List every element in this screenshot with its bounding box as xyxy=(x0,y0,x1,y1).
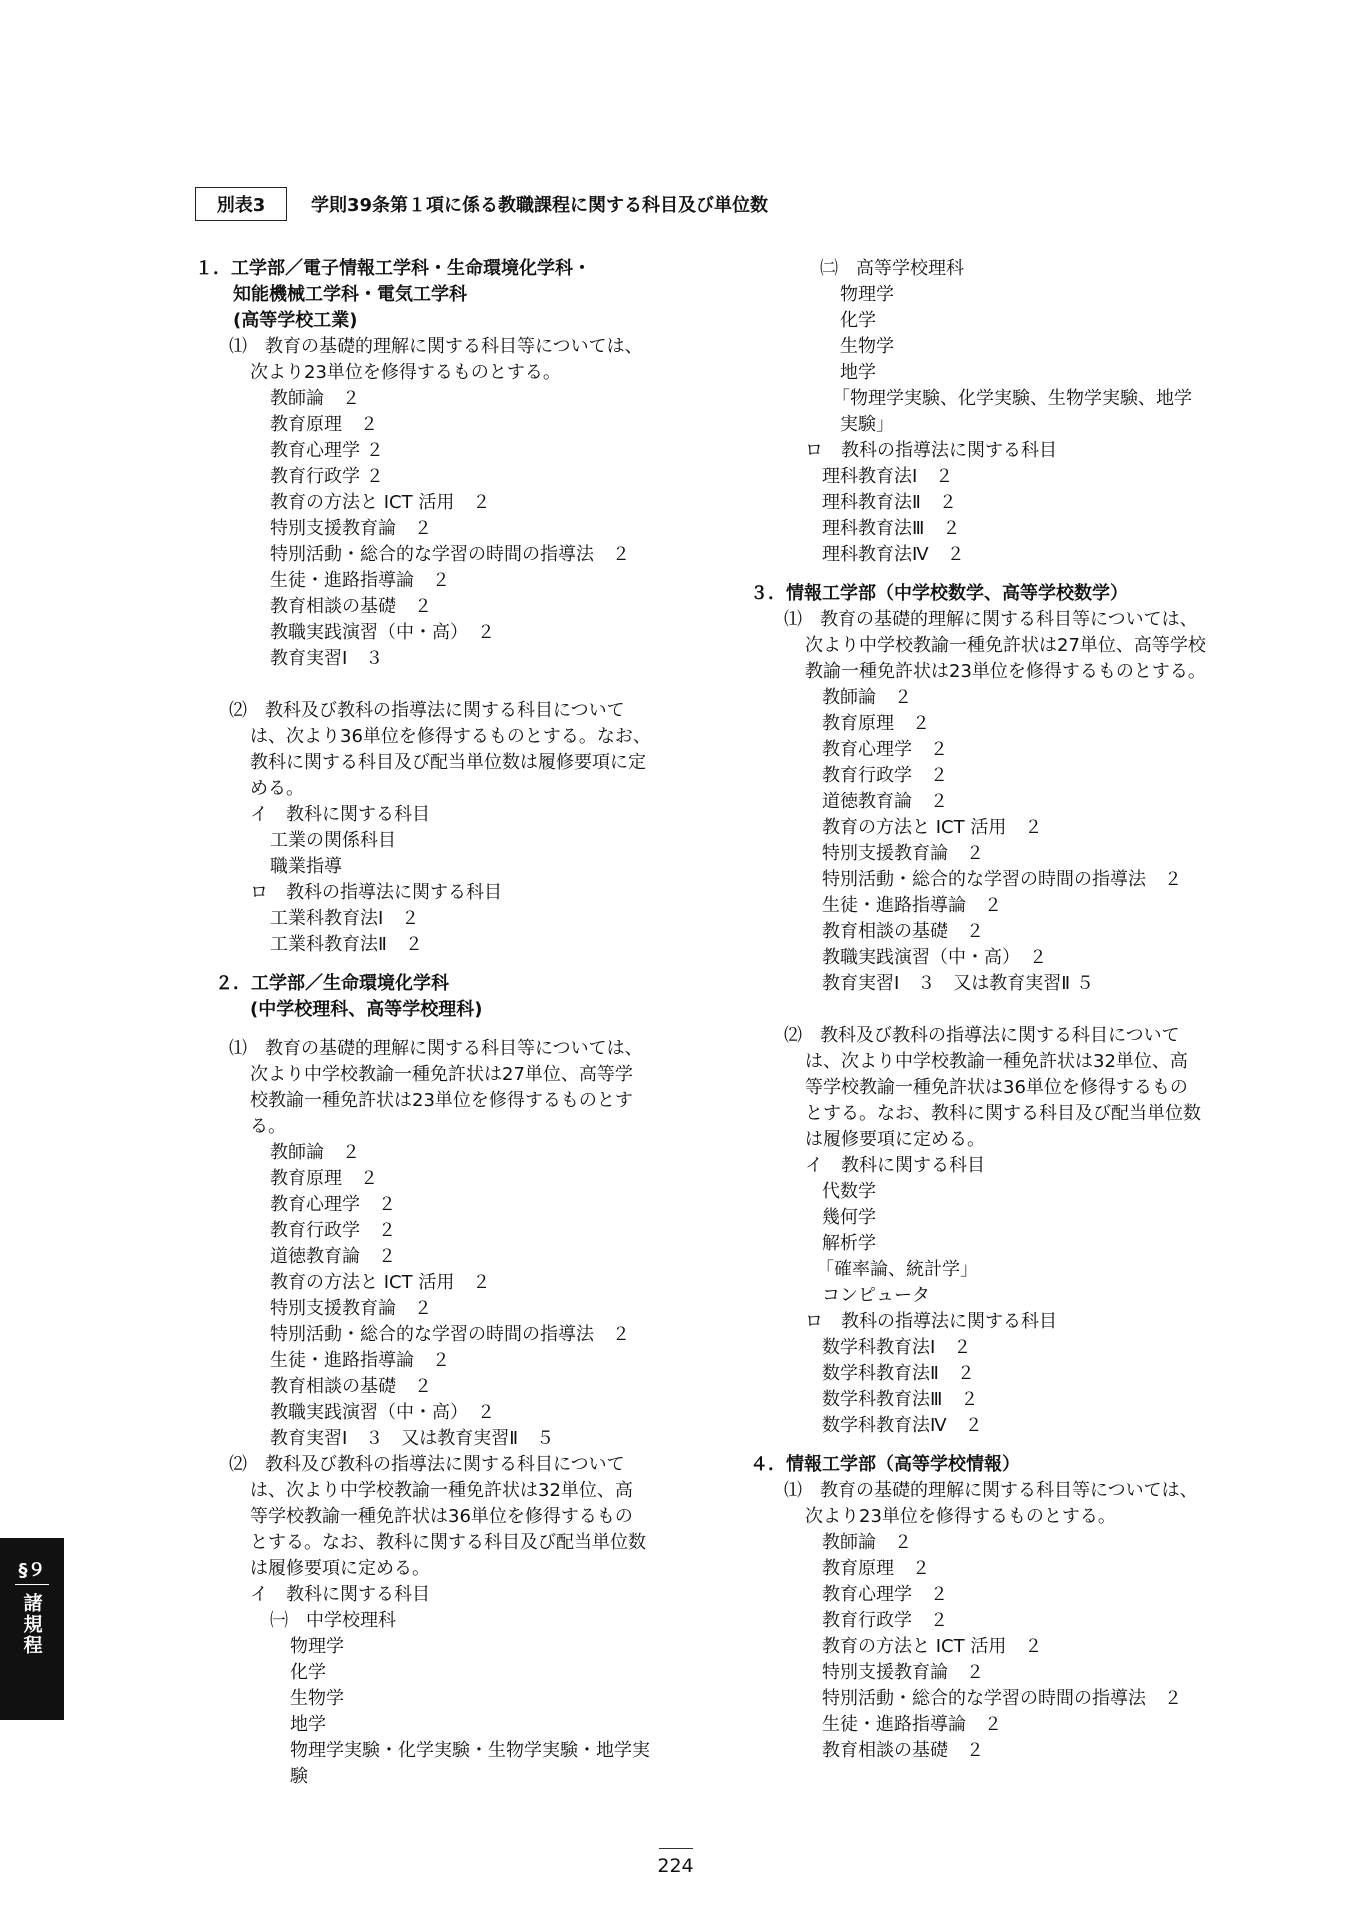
text-line: 実験」 xyxy=(840,414,894,435)
text-line: 地学 xyxy=(290,1714,326,1735)
text-line: 工業科教育法Ⅱ ２ xyxy=(270,934,423,955)
text-line: 化学 xyxy=(840,310,876,331)
text-line: 次より中学校教諭一種免許状は27単位、高等学 xyxy=(250,1064,633,1085)
text-line: 生徒・進路指導論 ２ xyxy=(270,1350,450,1371)
text-line: 特別活動・総合的な学習の時間の指導法 ２ xyxy=(822,1688,1182,1709)
text-line: る。 xyxy=(250,1116,286,1137)
text-line: ⑵ 教科及び教科の指導法に関する科目について xyxy=(229,1454,625,1475)
text-line: ロ 教科の指導法に関する科目 xyxy=(250,882,502,903)
text-line: ⑴ 教育の基礎的理解に関する科目等については、 xyxy=(229,1038,643,1059)
section-label: 諸規程 xyxy=(20,1593,43,1656)
section-underline xyxy=(15,1584,49,1585)
text-line: 教育実習Ⅰ ３ 又は教育実習Ⅱ ５ xyxy=(822,973,1094,994)
text-line: 教育相談の基礎 ２ xyxy=(822,1740,984,1761)
section-heading: (中学校理科、高等学校理科) xyxy=(250,999,483,1020)
text-line: 解析学 xyxy=(822,1233,876,1254)
text-line: 特別支援教育論 ２ xyxy=(822,1662,984,1683)
table-header xyxy=(195,186,768,222)
text-line: 校教諭一種免許状は23単位を修得するものとす xyxy=(250,1090,633,1111)
section-side-tab xyxy=(0,1538,64,1720)
spacer xyxy=(195,958,685,971)
text-line: 工業科教育法Ⅰ ２ xyxy=(270,908,420,929)
page-number: 224 xyxy=(657,1855,694,1877)
text-line: 数学科教育法Ⅲ ２ xyxy=(822,1389,979,1410)
text-line: 教師論 ２ xyxy=(270,388,360,409)
section-heading: 知能機械工学科・電気工学科 xyxy=(233,284,467,305)
text-line: 生物学 xyxy=(840,336,894,357)
text-line: は履修要項に定める。 xyxy=(250,1558,430,1579)
text-line: 幾何学 xyxy=(822,1207,876,1228)
text-line: 験 xyxy=(290,1766,308,1787)
text-line: 「物理学実験、化学実験、生物学実験、地学 xyxy=(832,388,1192,409)
text-line: イ 教科に関する科目 xyxy=(805,1155,985,1176)
section-heading: ４．情報工学部（高等学校情報） xyxy=(750,1454,1020,1475)
text-line: 理科教育法Ⅱ ２ xyxy=(822,492,957,513)
text-line: 理科教育法Ⅰ ２ xyxy=(822,466,954,487)
text-line: 教職実践演習（中・高） ２ xyxy=(822,947,1047,968)
text-line: は、次より中学校教諭一種免許状は32単位、高 xyxy=(805,1051,1188,1072)
text-line: 物理学 xyxy=(290,1636,344,1657)
text-line: は、次より中学校教諭一種免許状は32単位、高 xyxy=(250,1480,633,1501)
page-footer xyxy=(0,1848,1351,1877)
text-line: ㈠ 中学校理科 xyxy=(270,1610,396,1631)
text-line: 数学科教育法Ⅰ ２ xyxy=(822,1337,972,1358)
section-heading: ３．情報工学部（中学校数学、高等学校数学） xyxy=(750,583,1128,604)
spacer xyxy=(195,672,685,698)
text-line: とする。なお、教科に関する科目及び配当単位数 xyxy=(250,1532,646,1553)
text-line: 等学校教諭一種免許状は36単位を修得するもの xyxy=(250,1506,633,1527)
text-line: 教諭一種免許状は23単位を修得するものとする。 xyxy=(805,661,1206,682)
text-line: 化学 xyxy=(290,1662,326,1683)
text-line: 道徳教育論 ２ xyxy=(270,1246,396,1267)
text-line: 生徒・進路指導論 ２ xyxy=(822,1714,1002,1735)
text-line: 教育原理 ２ xyxy=(822,713,930,734)
spacer xyxy=(195,1023,685,1036)
text-line: 生物学 xyxy=(290,1688,344,1709)
footer-rule xyxy=(659,1848,693,1849)
text-line: 教育相談の基礎 ２ xyxy=(822,921,984,942)
text-line: 理科教育法Ⅲ ２ xyxy=(822,518,961,539)
text-line: 教育の方法と ICT 活用 ２ xyxy=(822,817,1043,838)
text-line: 教育行政学 ２ xyxy=(822,1610,948,1631)
text-line: 地学 xyxy=(840,362,876,383)
text-line: 次より23単位を修得するものとする。 xyxy=(250,362,561,383)
text-line: 生徒・進路指導論 ２ xyxy=(270,570,450,591)
text-line: 特別支援教育論 ２ xyxy=(822,843,984,864)
text-line: 教育原理 ２ xyxy=(270,1168,378,1189)
section-heading: ２．工学部／生命環境化学科 xyxy=(215,973,449,994)
text-line: 教育行政学 ２ xyxy=(270,466,384,487)
text-line: 数学科教育法Ⅳ ２ xyxy=(822,1415,983,1436)
text-line: ロ 教科の指導法に関する科目 xyxy=(805,1311,1057,1332)
text-line: 物理学 xyxy=(840,284,894,305)
text-line: コンピュータ xyxy=(822,1285,930,1306)
spacer xyxy=(750,1439,1240,1452)
text-line: 特別支援教育論 ２ xyxy=(270,1298,432,1319)
text-line: 特別活動・総合的な学習の時間の指導法 ２ xyxy=(822,869,1182,890)
text-line: 教育原理 ２ xyxy=(270,414,378,435)
text-line: 教育相談の基礎 ２ xyxy=(270,1376,432,1397)
text-line: 次より23単位を修得するものとする。 xyxy=(805,1506,1116,1527)
text-line: 職業指導 xyxy=(270,856,342,877)
text-line: イ 教科に関する科目 xyxy=(250,804,430,825)
text-line: 道徳教育論 ２ xyxy=(822,791,948,812)
text-line: イ 教科に関する科目 xyxy=(250,1584,430,1605)
text-line: 教育行政学 ２ xyxy=(822,765,948,786)
text-line: 等学校教諭一種免許状は36単位を修得するもの xyxy=(805,1077,1188,1098)
spacer xyxy=(750,997,1240,1023)
text-line: 教育実習Ⅰ ３ 又は教育実習Ⅱ ５ xyxy=(270,1428,555,1449)
text-line: 物理学実験・化学実験・生物学実験・地学実 xyxy=(290,1740,650,1761)
text-line: 数学科教育法Ⅱ ２ xyxy=(822,1363,975,1384)
text-line: 教育心理学 ２ xyxy=(270,440,384,461)
text-line: ⑴ 教育の基礎的理解に関する科目等については、 xyxy=(784,609,1198,630)
text-line: 教育行政学 ２ xyxy=(270,1220,396,1241)
spacer xyxy=(750,568,1240,581)
text-line: 教科に関する科目及び配当単位数は履修要項に定 xyxy=(250,752,646,773)
section-heading: １．工学部／電子情報工学科・生命環境化学科・ xyxy=(195,258,591,279)
text-line: ⑵ 教科及び教科の指導法に関する科目について xyxy=(784,1025,1180,1046)
text-line: 次より中学校教諭一種免許状は27単位、高等学校 xyxy=(805,635,1206,656)
text-line: ⑴ 教育の基礎的理解に関する科目等については、 xyxy=(229,336,643,357)
text-line: 教師論 ２ xyxy=(270,1142,360,1163)
section-number: §９ xyxy=(18,1560,46,1581)
text-line: 教育実習Ⅰ ３ xyxy=(270,648,384,669)
text-line: は、次より36単位を修得するものとする。なお、 xyxy=(250,726,651,747)
text-line: 特別活動・総合的な学習の時間の指導法 ２ xyxy=(270,1324,630,1345)
text-line: とする。なお、教科に関する科目及び配当単位数 xyxy=(805,1103,1201,1124)
text-line: は履修要項に定める。 xyxy=(805,1129,985,1150)
text-line: 教育の方法と ICT 活用 ２ xyxy=(822,1636,1043,1657)
right-column xyxy=(750,256,1240,1764)
text-line: 教育の方法と ICT 活用 ２ xyxy=(270,1272,491,1293)
text-line: ㈡ 高等学校理科 xyxy=(820,258,964,279)
page-title: 学則39条第１項に係る教職課程に関する科目及び単位数 xyxy=(311,195,769,216)
text-line: 教師論 ２ xyxy=(822,1532,912,1553)
text-line: 教育相談の基礎 ２ xyxy=(270,596,432,617)
text-line: 教育心理学 ２ xyxy=(822,739,948,760)
text-line: 教育の方法と ICT 活用 ２ xyxy=(270,492,491,513)
text-line: 教職実践演習（中・高） ２ xyxy=(270,1402,495,1423)
text-line: める。 xyxy=(250,778,304,799)
text-line: 特別支援教育論 ２ xyxy=(270,518,432,539)
text-line: 教育心理学 ２ xyxy=(270,1194,396,1215)
table-tag: 別表3 xyxy=(195,187,287,221)
text-line: 教師論 ２ xyxy=(822,687,912,708)
text-line: 教職実践演習（中・高） ２ xyxy=(270,622,495,643)
text-line: 生徒・進路指導論 ２ xyxy=(822,895,1002,916)
text-line: 工業の関係科目 xyxy=(270,830,396,851)
text-line: ⑵ 教科及び教科の指導法に関する科目について xyxy=(229,700,625,721)
left-column xyxy=(195,256,685,1790)
text-line: 代数学 xyxy=(822,1181,876,1202)
text-line: 教育心理学 ２ xyxy=(822,1584,948,1605)
text-line: 理科教育法Ⅳ ２ xyxy=(822,544,965,565)
section-heading: (高等学校工業) xyxy=(233,310,358,331)
text-line: 特別活動・総合的な学習の時間の指導法 ２ xyxy=(270,544,630,565)
text-line: ロ 教科の指導法に関する科目 xyxy=(805,440,1057,461)
text-line: 教育原理 ２ xyxy=(822,1558,930,1579)
text-line: ⑴ 教育の基礎的理解に関する科目等については、 xyxy=(784,1480,1198,1501)
text-line: 「確率論、統計学」 xyxy=(816,1259,978,1280)
